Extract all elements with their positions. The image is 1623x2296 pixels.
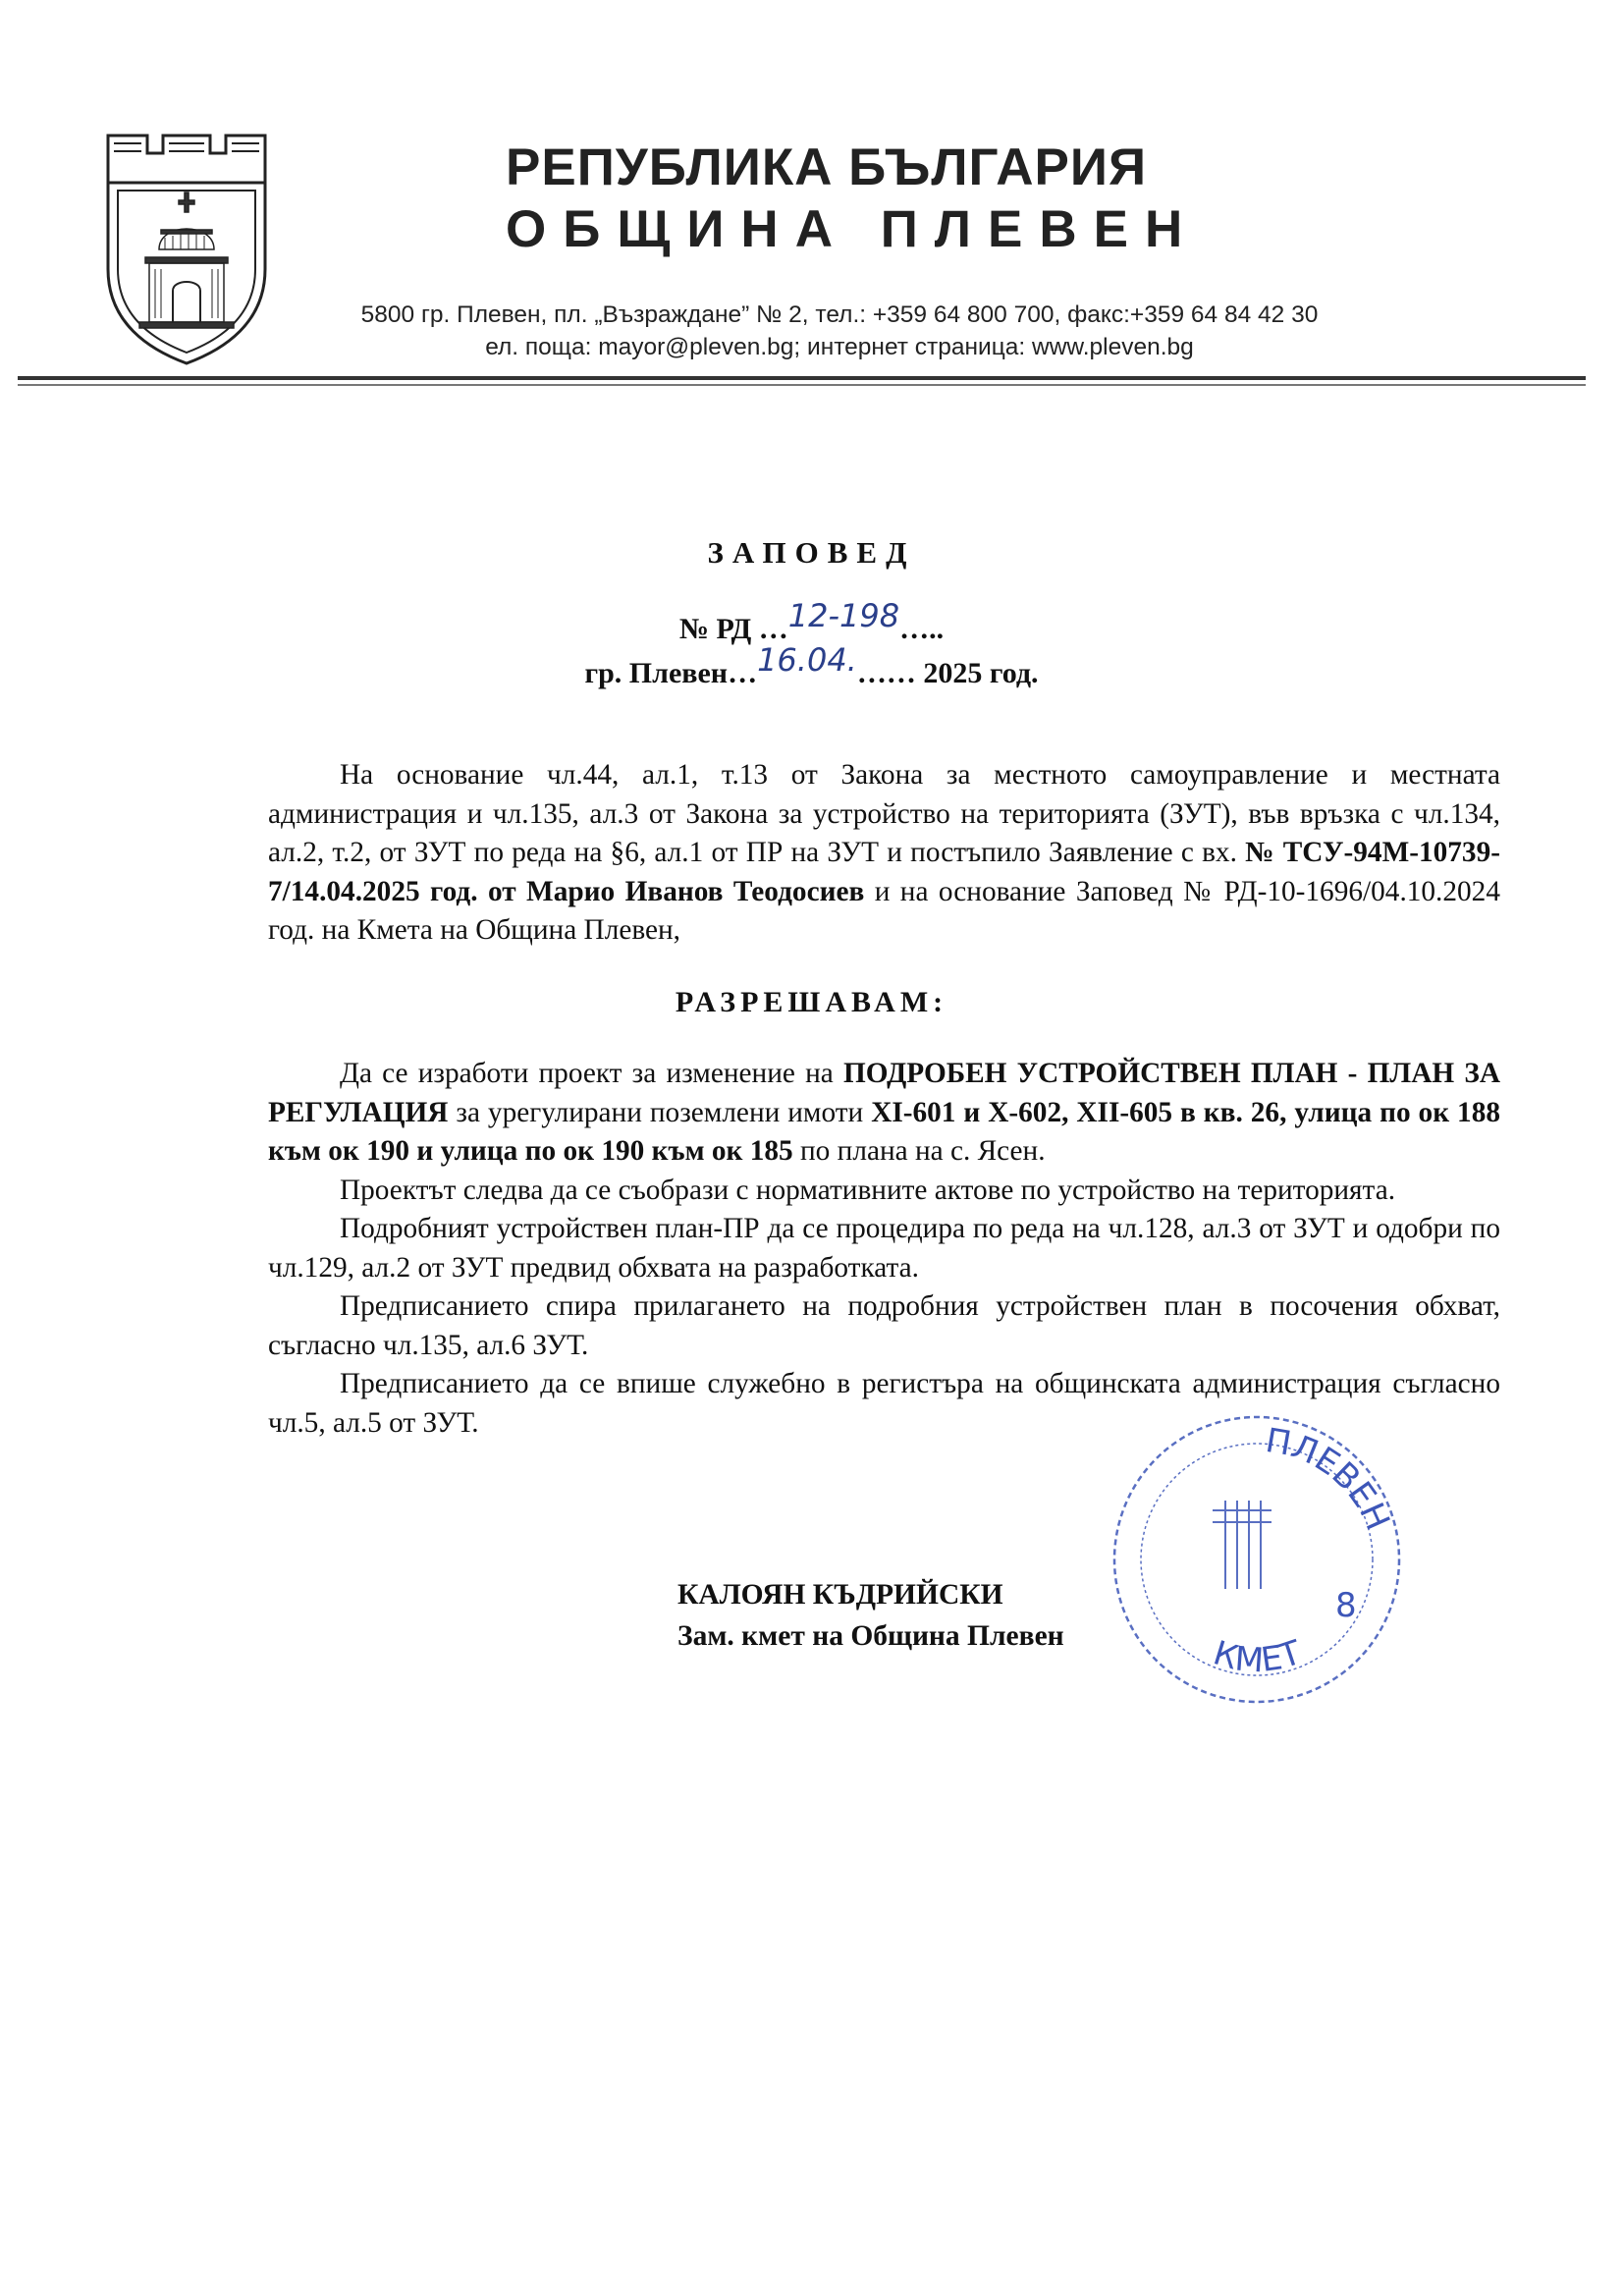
order-number: № РД …12-198….. bbox=[678, 597, 945, 645]
paragraph-compliance: Проектът следва да се съобрази с нормативните актове по устройство на територията. bbox=[340, 1174, 1396, 1206]
paragraph-procedure: Подробният устройствен план-ПР да се процедира по реда на чл.128, ал.3 от ЗУТ и одобри по чл.129, ал.2 от ЗУТ предвид обхвата на разработката. bbox=[268, 1213, 1500, 1284]
application-ref: № ТСУ-94М-10739-7/14.04.2025 год. от Марио Иванов Теодосиев bbox=[268, 837, 1500, 907]
letterhead-title bbox=[506, 137, 1199, 261]
year-label: 2025 год. bbox=[923, 657, 1039, 689]
country-name: РЕПУБЛИКА БЪЛГАРИЯ bbox=[506, 138, 1148, 196]
decision-heading: РАЗРЕШАВАМ: bbox=[675, 986, 948, 1018]
operative-part bbox=[268, 1055, 1500, 1443]
header-divider bbox=[18, 376, 1586, 380]
letterhead-contact bbox=[295, 299, 1384, 363]
handwritten-date: 16.04. bbox=[757, 641, 857, 679]
stamp-bottom-text: КМЕТ bbox=[1209, 1632, 1307, 1681]
preamble-paragraph: На основание чл.44, ал.1, т.13 от Закона за местното самоуправление и местната администрация и чл.135, ал.3 от Закона за устройство на територията (ЗУТ), във връзка с чл.134, ал.2, т.2, от ЗУТ по реда на §6, ал.1 от ПР на ЗУТ и постъпило Заявление с вх. № ТСУ-94М-10739-7/14.04.2025 год. от Марио Иванов Теодосиев и на основание Заповед № РД-10-1696/04.10.2024 год. на Кмета на Община Плевен, bbox=[268, 759, 1500, 946]
contact-email-web: ел. поща: mayor@pleven.bg; интернет страница: www.pleven.bg bbox=[485, 334, 1194, 360]
stamp-number: 8 bbox=[1335, 1586, 1357, 1625]
signature-block bbox=[677, 1574, 1064, 1657]
order-number-label: № РД bbox=[678, 613, 752, 645]
order-date: гр. Плевен…16.04.…… 2025 год. bbox=[584, 641, 1039, 689]
preamble bbox=[268, 756, 1500, 951]
signatory-name: КАЛОЯН КЪДРИЙСКИ bbox=[677, 1579, 1003, 1611]
paragraph-suspension: Предписанието спира прилагането на подробния устройствен план в посочения обхват, съгласно чл.135, ал.6 ЗУТ. bbox=[268, 1290, 1500, 1361]
paragraph-plan: Да се изработи проект за изменение на ПОДРОБЕН УСТРОЙСТВЕН ПЛАН - ПЛАН ЗА РЕГУЛАЦИЯ за урегулирани поземлени имоти XI-601 и X-602, XII-605 в кв. 26, улица по ок 188 към ок 190 и улица по ок 190 към ок 185 по плана на с. Ясен. bbox=[268, 1058, 1500, 1167]
municipality-crest-icon bbox=[100, 132, 273, 367]
signatory-position: Зам. кмет на Община Плевен bbox=[677, 1620, 1064, 1652]
document-title: ЗАПОВЕД bbox=[707, 535, 916, 570]
city-label: гр. Плевен bbox=[584, 657, 729, 689]
header-divider-thin bbox=[18, 384, 1586, 386]
municipality-name: ОБЩИНА ПЛЕВЕН bbox=[506, 200, 1200, 258]
paragraph-register: Предписанието да се впише служебно в регистъра на общинската администрация съгласно чл.5, ал.5 от ЗУТ. bbox=[268, 1368, 1500, 1439]
stamp-ring-text: ПЛЕВЕН bbox=[1263, 1421, 1397, 1537]
handwritten-number: 12-198 bbox=[787, 597, 900, 634]
official-stamp-icon bbox=[1100, 1393, 1414, 1707]
contact-address: 5800 гр. Плевен, пл. „Възраждане” № 2, тел.: +359 64 800 700, факс:+359 64 84 42 30 bbox=[360, 301, 1319, 328]
